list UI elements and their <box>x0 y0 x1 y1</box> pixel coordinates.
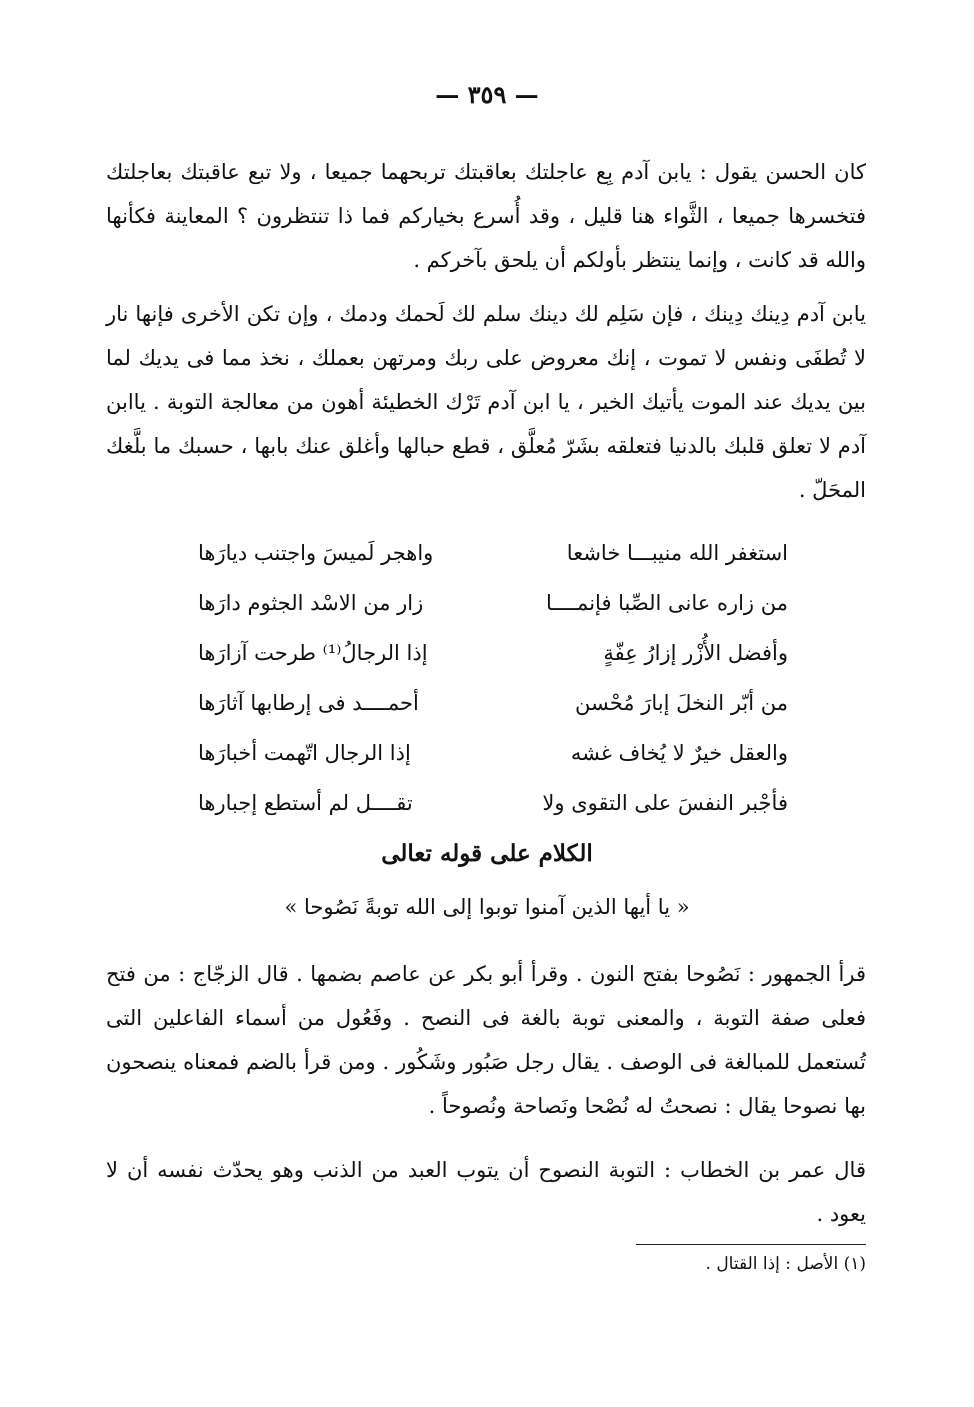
verse-first-hemistich: والعقل خيرٌ لا يُخاف غشه <box>570 741 788 765</box>
verse-second-hemistich: إذا الرجال اتّهمت أخبارَها <box>198 741 411 765</box>
paragraph-text: يابن آدم دِينك دِينك ، فإن سَلِم لك دينك سلم لك لَحمك ودمك ، وإن تكن الأخرى فإنها نار لا تُطفَى ونفس لا تموت ، إنك معروض على ربك ومرتهن بعملك ، نخذ مما فى يديك لما بين يديك عند الموت يأتيك الخير ، يا ابن آدم تَرْك الخطيئة أهون من معالجة التوبة . ياابن آدم لا تعلق قلبك بالدنيا فتعلقه بشَرّ مُعلَّق ، قطع حبالها وأغلق عنك بابها ، حسبك ما بلَّغك المحَلّ . <box>106 302 866 502</box>
verse-row <box>198 578 788 628</box>
verse-second-hemistich: زار من الاسْد الجثوم دارَها <box>198 591 424 615</box>
verse-second-hemistich: أحمــــد فى إرطابها آثارَها <box>198 691 419 715</box>
paragraph-text: كان الحسن يقول : يابن آدم بِع عاجلتك بعاقبتك تربحهما جميعا ، ولا تبع عاقبتك بعاجلتك فتخسرها جميعا ، الثَّواء هنا قليل ، وقد أُسرع بخياركم فما ذا تنتظرون ؟ المعاينة فكأنها والله قد كانت ، وإنما ينتظر بأولكم أن يلحق بآخركم . <box>106 160 866 272</box>
verse-row <box>198 528 788 578</box>
paragraph-ibn-adam <box>106 292 866 512</box>
verse-row <box>198 728 788 778</box>
paragraph-umar-saying <box>106 1148 866 1236</box>
section-quranic-verse: « يا أيها الذين آمنوا توبوا إلى الله توبةً نَصُوحا » <box>284 895 690 919</box>
poem-verses <box>198 528 788 828</box>
verse-first-hemistich: استغفر الله منيبـــا خاشعا <box>566 541 788 565</box>
paragraph-text: قال عمر بن الخطاب : التوبة النصوح أن يتوب العبد من الذنب وهو يحدّث نفسه أن لا يعود . <box>106 1158 866 1226</box>
verse-row <box>198 628 788 678</box>
verse-second-hemistich: تقــــل لم أستطع إجبارها <box>198 791 413 815</box>
section-heading: الكلام على قوله تعالى <box>381 840 593 867</box>
paragraph-readings <box>106 952 866 1128</box>
verse-first-hemistich: وأفضل الأُزْر إزارُ عِفّةٍ <box>603 641 788 665</box>
verse-first-hemistich: من أبّر النخلَ إبارَ مُحْسن <box>575 691 788 715</box>
paragraph-hasan-saying <box>106 150 866 282</box>
page-number: — ٣٥٩ — <box>435 80 539 109</box>
verse-row <box>198 778 788 828</box>
footnote-divider <box>636 1244 866 1245</box>
paragraph-text: قرأ الجمهور : نَصُوحا بفتح النون . وقرأ أبو بكر عن عاصم بضمها . قال الزجّاج : من فتح فعلى صفة التوبة ، والمعنى توبة بالغة فى النصح . وفَعُول من أسماء الفاعلين التى تُستعمل للمبالغة فى الوصف . يقال رجل صَبُور وشَكُور . ومن قرأ بالضم فمعناه ينصحون بها نصوحا يقال : نصحتُ له نُصْحا ونَصاحة ونُصوحاً . <box>106 962 866 1118</box>
verse-second-hemistich: واهجر لَميسَ واجتنب ديارَها <box>198 541 434 565</box>
verse-row <box>198 678 788 728</box>
verse-second-hemistich: إذا الرجالُ⁽¹⁾ طرحت آزارَها <box>198 641 428 665</box>
verse-first-hemistich: فأجْبر النفسَ على التقوى ولا <box>542 791 788 815</box>
footnote: (١) الأصل : إذا القتال . <box>705 1254 866 1274</box>
verse-first-hemistich: من زاره عانى الصِّبا فإنمــــا <box>546 591 788 615</box>
